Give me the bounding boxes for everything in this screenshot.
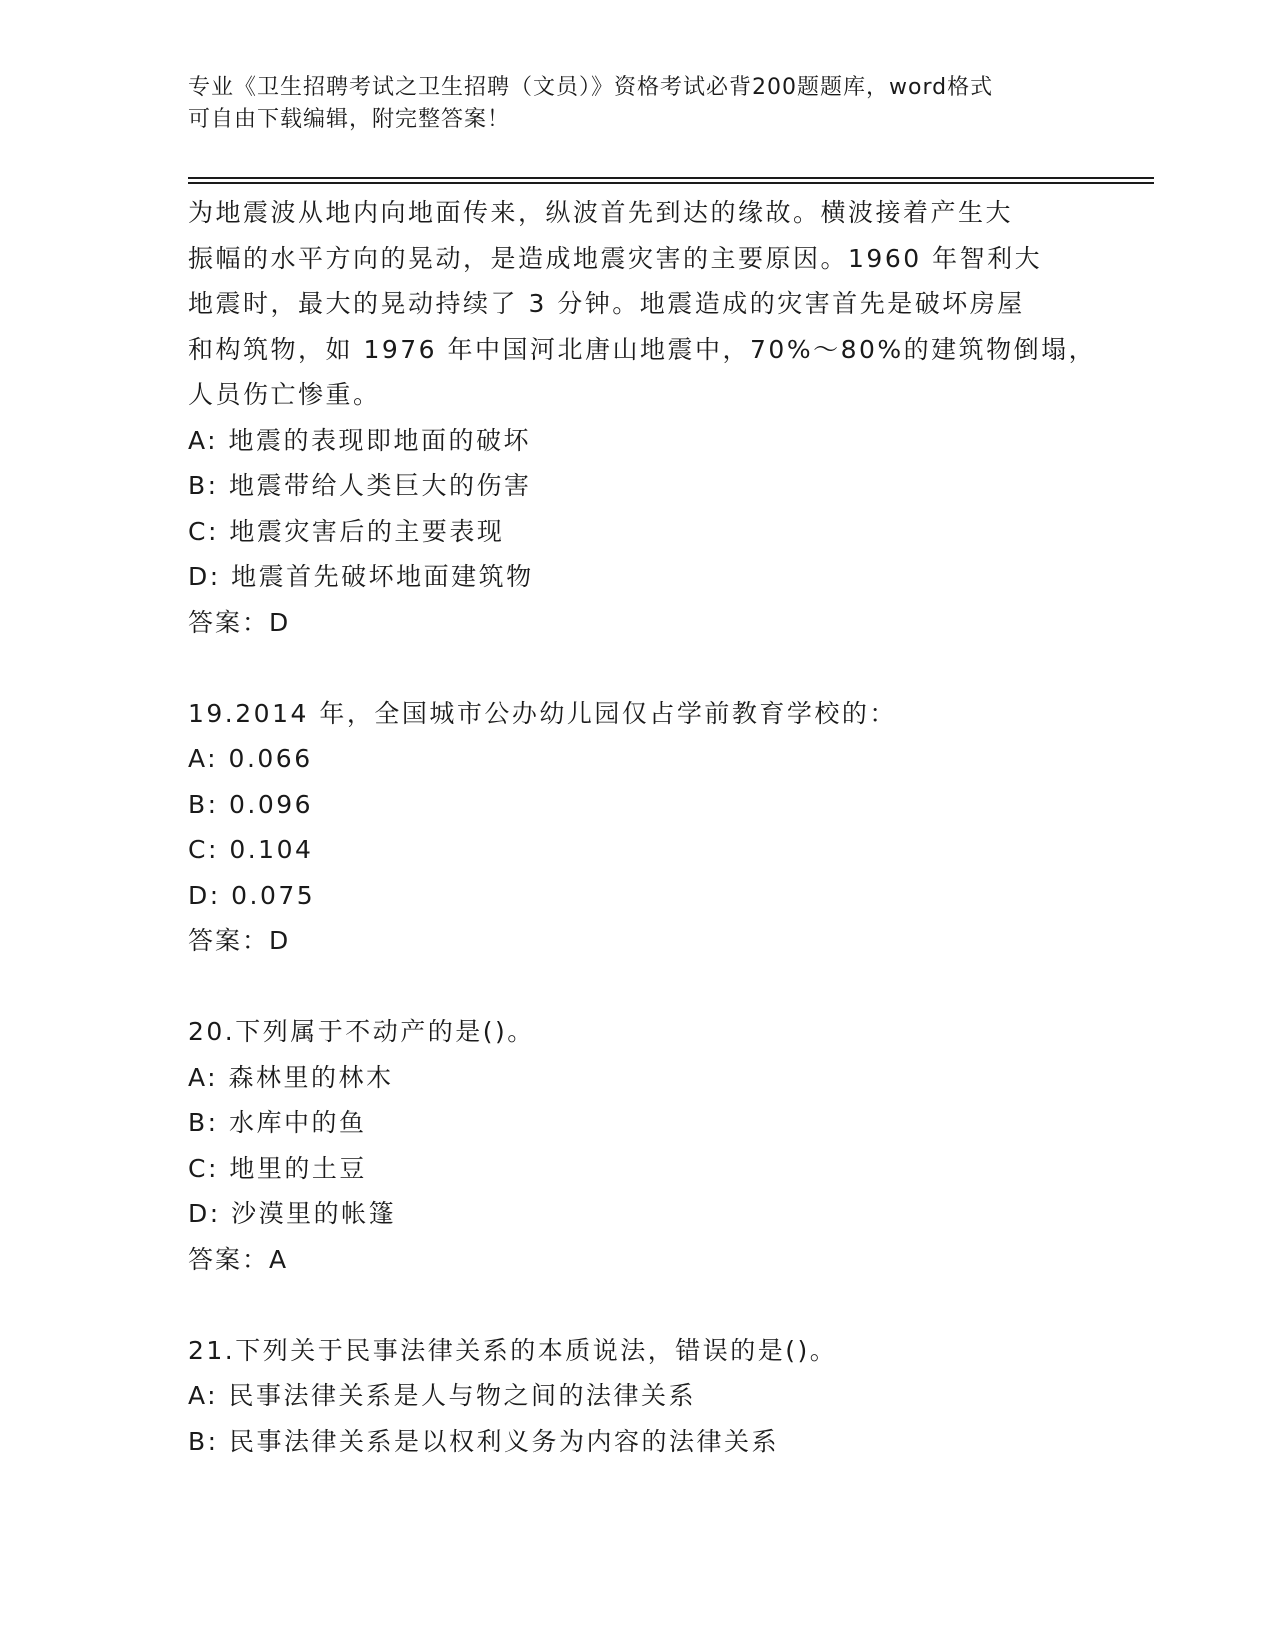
answer-line: 答案：D xyxy=(188,926,291,955)
question-text: 19.2014 年，全国城市公办幼儿园仅占学前教育学校的： xyxy=(188,698,897,728)
question-20 xyxy=(188,1009,1088,1282)
option-a: A: 森林里的林木 xyxy=(188,1062,394,1092)
option-b: B: 地震带给人类巨大的伤害 xyxy=(188,471,532,500)
option-c: C: 地里的土豆 xyxy=(188,1153,367,1183)
option-a: A: 0.066 xyxy=(188,744,313,773)
answer-line: 答案：D xyxy=(188,607,291,637)
option-a: A: 民事法律关系是人与物之间的法律关系 xyxy=(188,1381,697,1410)
option-b: B: 民事法律关系是以权利义务为内容的法律关系 xyxy=(188,1426,780,1456)
document-header xyxy=(188,72,1068,136)
question-21 xyxy=(188,1328,1088,1465)
header-title-line-2: 可自由下载编辑，附完整答案！ xyxy=(188,107,511,132)
passage-line: 地震时，最大的晃动持续了 3 分钟。地震造成的灾害首先是破坏房屋 xyxy=(188,289,1025,318)
option-b: B: 0.096 xyxy=(188,789,314,819)
option-a: A: 地震的表现即地面的破坏 xyxy=(188,425,532,455)
header-title-line-1: 专业《卫生招聘考试之卫生招聘（文员）》资格考试必背200题题库，word格式 xyxy=(188,75,994,100)
spacer xyxy=(188,1282,1088,1328)
option-c: C: 0.104 xyxy=(188,835,314,864)
option-c: C: 地震灾害后的主要表现 xyxy=(188,516,505,546)
passage-line: 人员伤亡惨重。 xyxy=(188,380,381,409)
passage-line: 为地震波从地内向地面传来，纵波首先到达的缘故。横波接着产生大 xyxy=(188,198,1014,227)
header-divider-bottom xyxy=(188,182,1154,184)
question-text: 21.下列关于民事法律关系的本质说法，错误的是()。 xyxy=(188,1335,838,1365)
option-b: B: 水库中的鱼 xyxy=(188,1108,367,1137)
passage-line: 和构筑物，如 1976 年中国河北唐山地震中，70%～80%的建筑物倒塌， xyxy=(188,334,1097,364)
passage-line: 振幅的水平方向的晃动，是造成地震灾害的主要原因。1960 年智利大 xyxy=(188,243,1043,273)
document-body xyxy=(188,190,1097,1464)
question-text: 20.下列属于不动产的是()。 xyxy=(188,1017,535,1046)
spacer xyxy=(188,964,1088,1010)
option-d: D: 0.075 xyxy=(188,880,316,910)
option-d: D: 沙漠里的帐篷 xyxy=(188,1199,397,1228)
header-divider-top xyxy=(188,177,1154,179)
question-18-continuation xyxy=(188,190,1097,645)
option-d: D: 地震首先破坏地面建筑物 xyxy=(188,562,534,591)
answer-line: 答案：A xyxy=(188,1244,289,1274)
spacer xyxy=(188,645,1088,691)
question-19 xyxy=(188,691,1088,964)
